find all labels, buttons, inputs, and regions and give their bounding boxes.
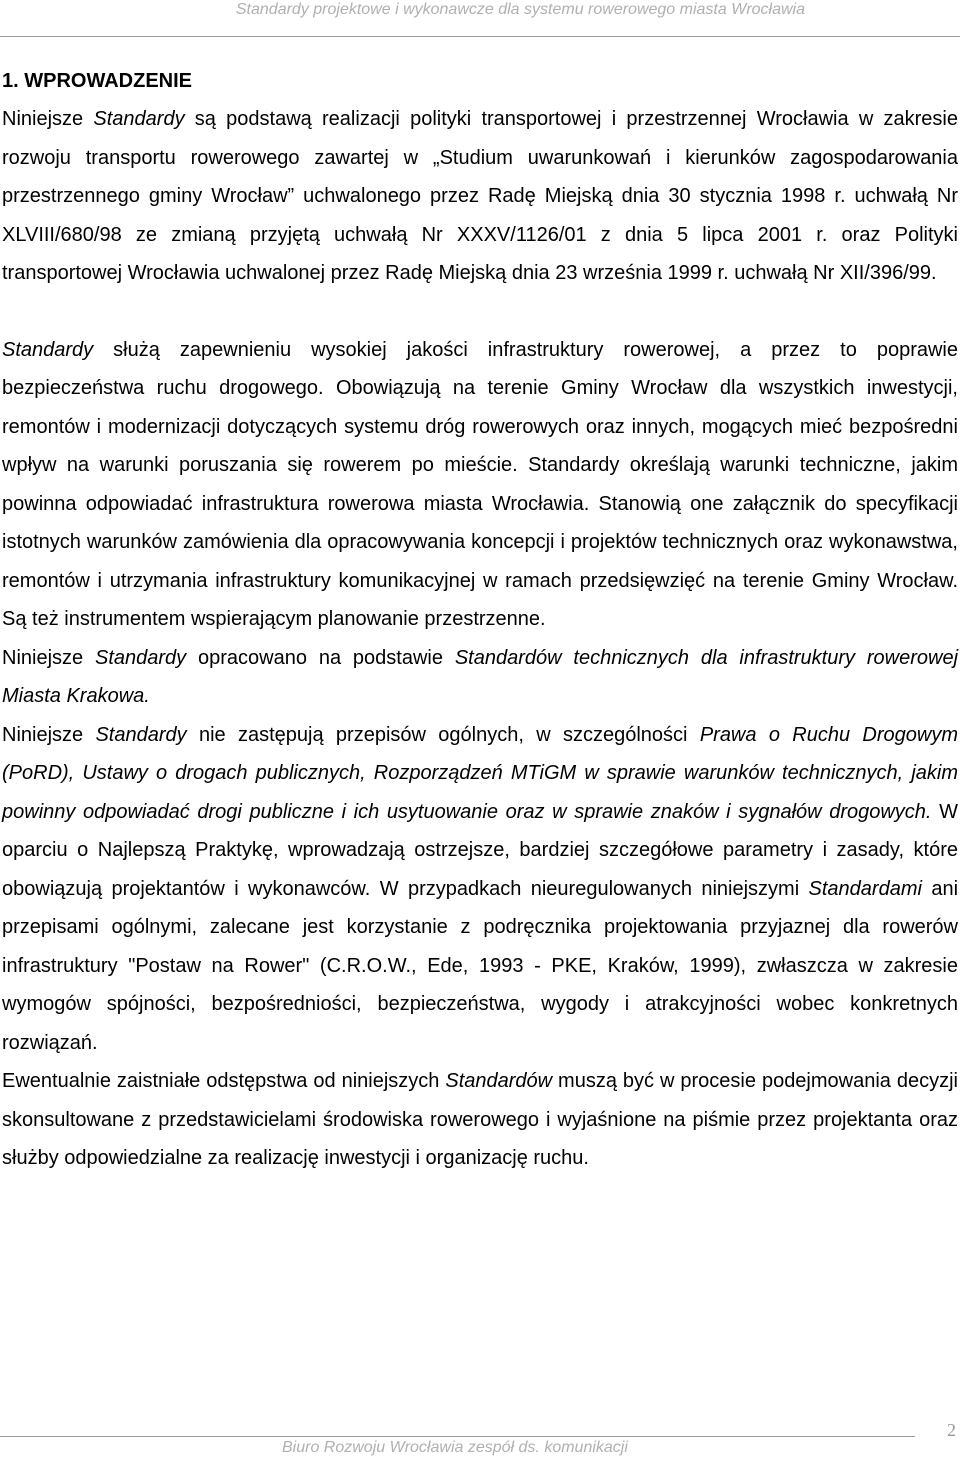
text-run: Ewentualnie zaistniałe odstępstwa od niniejszych [2, 1070, 446, 1092]
paragraph-introduction [2, 100, 958, 293]
italic-run: Standardów technicznych dla infrastruktury rowerowej Miasta Krakowa. [2, 646, 959, 707]
italic-run: Standardy [95, 646, 187, 669]
text-run: Niniejsze [2, 108, 94, 130]
italic-run: Standardami [808, 877, 922, 900]
footer-text: Biuro Rozwoju Wrocławia zespół ds. komunikacji [282, 1439, 628, 1456]
text-run: Niniejsze [2, 646, 95, 669]
text-run: W oparciu o Najlepszą Praktykę, wprowadzają ostrzejsze, bardziej szczegółowe parametry i zasady, które obowiązują projektantów i wykonawców. W przypadkach nieuregulowanych niniejszymi [2, 800, 958, 900]
header-divider [0, 36, 960, 37]
footer-divider [0, 1436, 915, 1437]
page-number: 2 [947, 1420, 956, 1440]
paragraph-purpose [2, 331, 958, 639]
italic-run: Standardów [445, 1070, 553, 1092]
text-run: opracowano na podstawie [186, 646, 455, 669]
text-run: muszą być w procesie podejmowania decyzji skonsultowane z przedstawicielami środowiska rowerowego i wyjaśnione na piśmie przez projektanta oraz służby odpowiedzialne za realizację inwestycji i organizację ruchu. [2, 1070, 959, 1169]
italic-run: Prawa o Ruchu Drogowym (PoRD), Ustawy o drogach publicznych, Rozporządzeń MTiGM w sprawie warunków technicznych, jakim powinny odpowiadać drogi publiczne i ich usytuowanie oraz w sprawie znaków i sygnałów drogowych. [2, 723, 958, 823]
text-run: służą zapewnieniu wysokiej jakości infrastruktury rowerowej, a przez to poprawie bezpieczeństwa ruchu drogowego. Obowiązują na terenie Gminy Wrocław dla wszystkich inwestycji, remontów i modernizacji dotyczących systemu dróg rowerowych oraz innych, mogących mieć bezpośredni wpływ na warunki poruszania się rowerem po mieście. Standardy określają warunki techniczne, jakim powinna odpowiadać infrastruktura rowerowa miasta Wrocławia. Stanowią one załącznik do specyfikacji istotnych warunków zamówienia dla opracowywania koncepcji i projektów technicznych oraz wykonawstwa, remontów i utrzymania infrastruktury komunikacyjnej w ramach przedsięwzięć na terenie Gminy Wrocław. Są też instrumentem wspierającym planowanie przestrzenne. [2, 338, 958, 630]
page-header [0, 0, 960, 38]
italic-run: Standardy [93, 108, 185, 130]
text-run: ani przepisami ogólnymi, zalecane jest korzystanie z podręcznika projektowania przyjaznej dla rowerów infrastruktury "Postaw na Rower" (C.R.O.W., Ede, 1993 - PKE, Kraków, 1999), zwłaszcza w zakresie wymogów spójności, bezpośredniości, bezpieczeństwa, wygody i atrakcyjności wobec konkretnych rozwiązań. [2, 877, 959, 1054]
paragraph-regulations [2, 716, 958, 1063]
page-footer [0, 1418, 960, 1467]
document-body [2, 62, 958, 1178]
section-title: 1. WPROWADZENIE [2, 70, 193, 92]
header-title: Standardy projektowe i wykonawcze dla systemu rowerowego miasta Wrocławia [235, 1, 805, 18]
text-run: Niniejsze [2, 723, 96, 746]
paragraph-deviations [2, 1062, 958, 1178]
text-run: są podstawą realizacji polityki transportowej i przestrzennej Wrocławia w zakresie rozwoju transportu rowerowego zawartej w „Studium uwarunkowań i kierunków zagospodarowania przestrzennego gminy Wrocław” uchwalonego przez Radę Miejską dnia 30 stycznia 1998 r. uchwałą Nr XLVIII/680/98 ze zmianą przyjętą uchwałą Nr XXXV/1126/01 z dnia 5 lipca 2001 r. oraz Polityki transportowej Wrocławia uchwalonej przez Radę Miejską dnia 23 września 1999 r. uchwałą Nr XII/396/99. [2, 108, 959, 284]
paragraph-basis [2, 639, 958, 716]
text-run: nie zastępują przepisów ogólnych, w szczególności [186, 723, 700, 746]
italic-run: Standardy [2, 338, 94, 361]
italic-run: Standardy [95, 723, 187, 746]
